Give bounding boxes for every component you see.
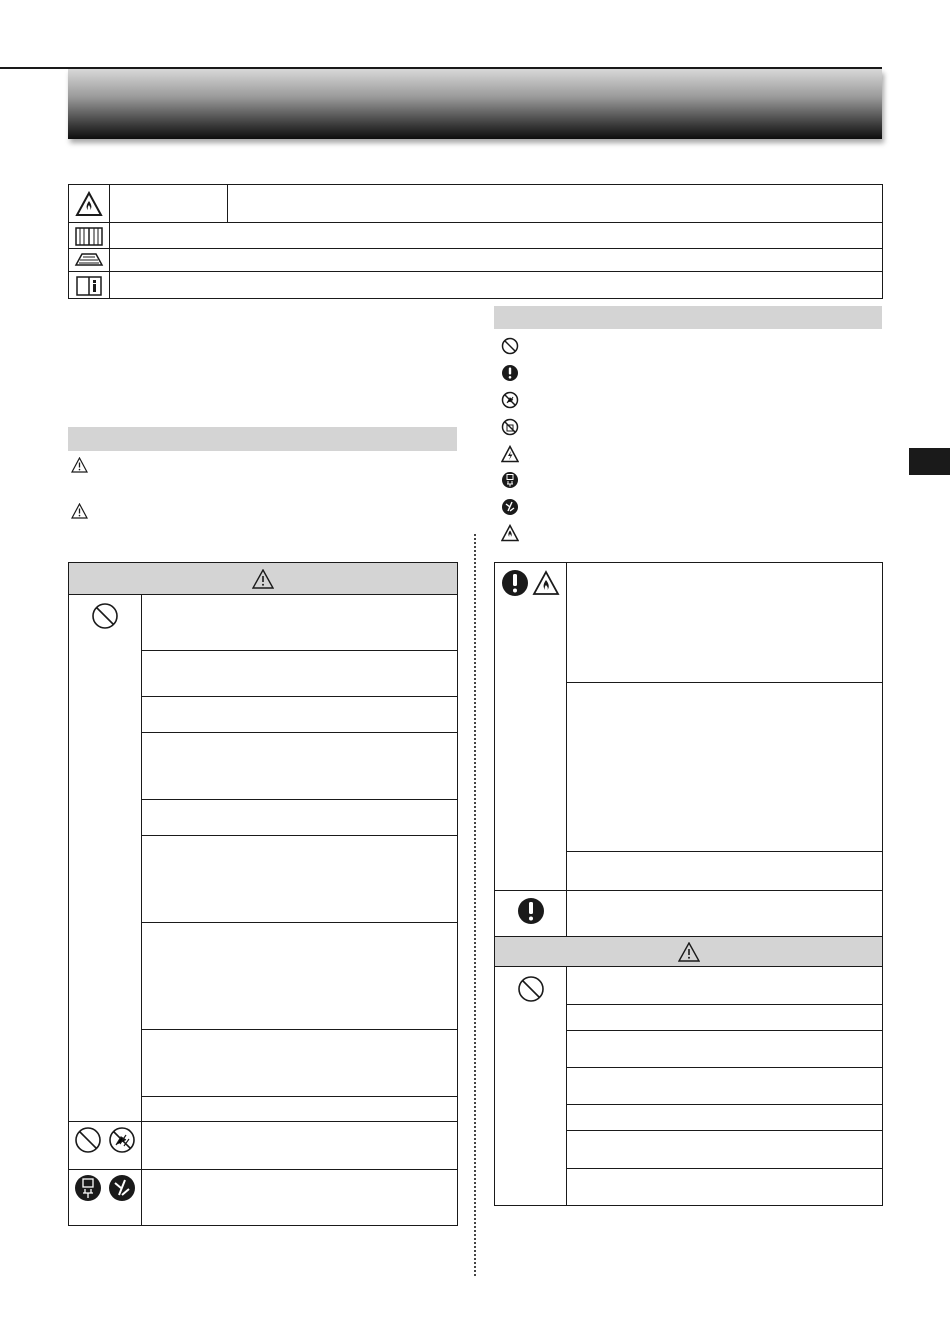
switch-off-breaker-icon xyxy=(500,497,520,517)
icon-column-divider xyxy=(141,595,142,1225)
row-divider xyxy=(566,1168,882,1169)
unplug-icon xyxy=(72,1172,104,1204)
no-wet-hands-icon xyxy=(106,1124,138,1156)
icon-column-divider xyxy=(566,967,567,1205)
no-wet-hands-icon xyxy=(500,390,520,410)
group-divider xyxy=(69,1169,457,1170)
row-divider xyxy=(566,851,882,852)
unplug-icon xyxy=(500,470,520,490)
caution-table-header xyxy=(495,937,882,967)
mandatory-icon xyxy=(515,895,547,927)
row-divider xyxy=(141,1029,457,1030)
flammable-icon xyxy=(531,567,561,599)
mandatory-icon xyxy=(500,363,520,383)
switch-off-breaker-icon xyxy=(106,1172,138,1204)
row-divider xyxy=(566,1130,882,1131)
service-manual-icon xyxy=(69,249,110,271)
caution-triangle-icon xyxy=(70,502,88,520)
electric-shock-icon xyxy=(500,444,520,464)
legend-divider xyxy=(227,185,228,222)
icon-column-divider xyxy=(566,563,567,936)
group-divider xyxy=(495,890,882,891)
prohibited-icon xyxy=(500,336,520,356)
column-divider xyxy=(474,534,476,1276)
warning-table xyxy=(68,562,458,1226)
row-divider xyxy=(141,732,457,733)
row-divider xyxy=(566,1004,882,1005)
legend-row xyxy=(69,185,882,223)
prohibited-icon xyxy=(89,600,121,632)
row-divider xyxy=(566,682,882,683)
warning-levels-header xyxy=(68,427,457,451)
warning-triangle-icon xyxy=(70,456,88,474)
row-divider xyxy=(141,922,457,923)
row-divider xyxy=(566,1104,882,1105)
warning-triangle-icon xyxy=(252,569,274,589)
row-divider xyxy=(141,696,457,697)
flammable-warning-icon xyxy=(69,185,110,222)
no-water-icon xyxy=(500,417,520,437)
mandatory-icon xyxy=(500,567,530,599)
warning-table-header xyxy=(69,563,457,595)
flammable-icon xyxy=(500,523,520,543)
manual-legend-table xyxy=(68,184,883,299)
caution-table xyxy=(494,936,883,1206)
section-tab xyxy=(909,448,950,475)
legend-row xyxy=(69,249,882,272)
title-bar xyxy=(68,69,882,139)
row-divider xyxy=(141,1096,457,1097)
warning-table-continued xyxy=(494,562,883,937)
prohibited-icon xyxy=(72,1124,104,1156)
row-divider xyxy=(141,650,457,651)
group-divider xyxy=(69,1121,457,1122)
row-divider xyxy=(141,799,457,800)
symbols-header xyxy=(494,306,882,329)
legend-row xyxy=(69,272,882,299)
row-divider xyxy=(566,1067,882,1068)
caution-triangle-icon xyxy=(678,942,700,962)
prohibited-icon xyxy=(515,973,547,1005)
row-divider xyxy=(566,1030,882,1031)
information-manual-icon xyxy=(69,272,110,299)
operation-manual-icon xyxy=(69,223,110,248)
row-divider xyxy=(141,835,457,836)
legend-row xyxy=(69,223,882,249)
